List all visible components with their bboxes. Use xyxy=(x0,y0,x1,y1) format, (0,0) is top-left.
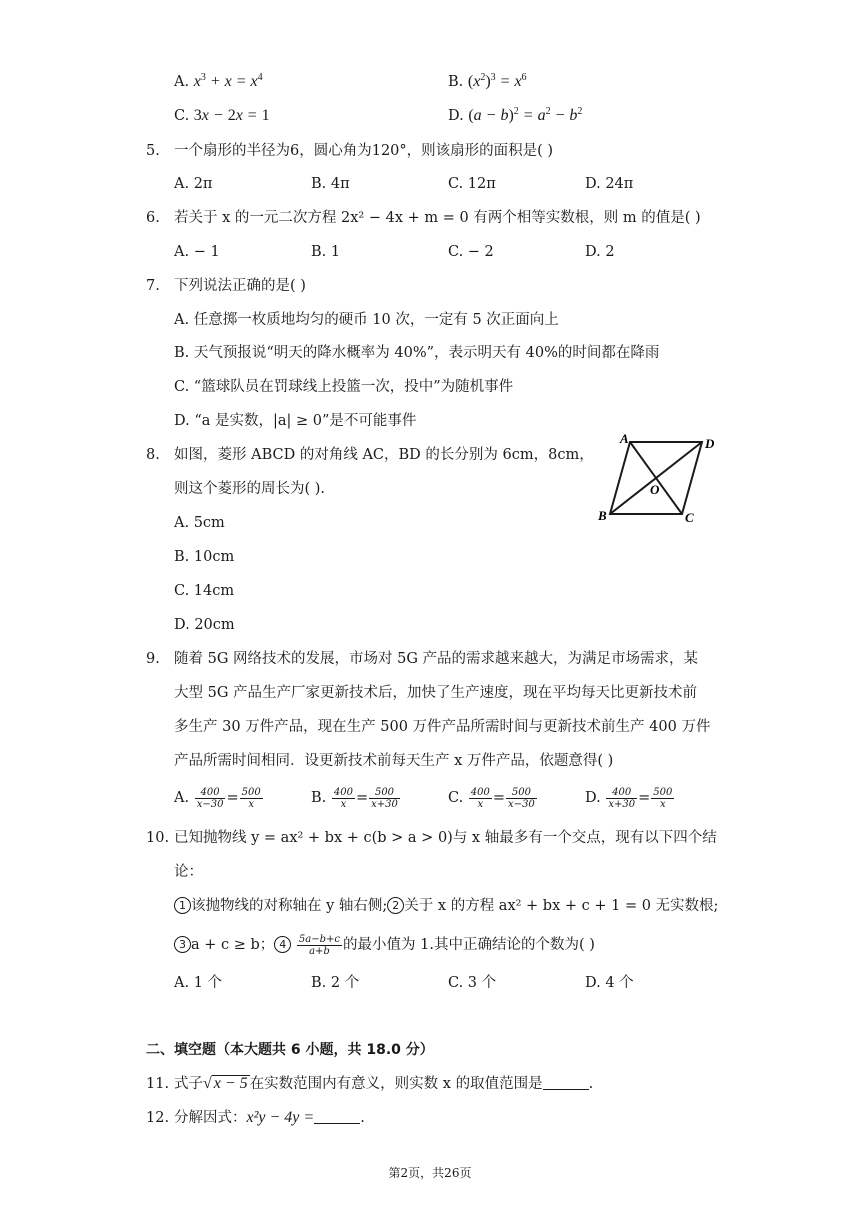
q5-option-a: A. 2π xyxy=(174,176,213,192)
q6-number: 6. xyxy=(146,210,160,226)
q7-option-a: A. 任意掷一枚质地均匀的硬币 10 次，一定有 5 次正面向上 xyxy=(174,312,559,328)
q12-text: 分解因式：x²y − 4y = . xyxy=(174,1109,365,1126)
q9-option-d: D. $\frac{400}{x+30}$ = $\frac{500}{x}$ xyxy=(585,786,673,810)
center-o-label: O xyxy=(650,482,660,497)
q9-option-c: C. $\frac{400}{x}$ = $\frac{500}{x-30}$ xyxy=(448,786,535,810)
q10-number: 10. xyxy=(146,830,170,846)
conclusion-2-mark: 2 xyxy=(387,897,404,914)
q11-answer-blank[interactable] xyxy=(543,1075,589,1090)
vertex-c-label: C xyxy=(685,510,694,525)
q6-option-a: A. − 1 xyxy=(174,244,220,260)
q4-option-d: D. $(a - b)^2 = a^2 - b^2$ xyxy=(448,106,583,124)
q11-number: 11. xyxy=(146,1076,170,1092)
q9-option-b: B. $\frac{400}{x}$ = $\frac{500}{x+30}$ xyxy=(311,786,398,810)
q4-option-c: C. 3x − 2x = 1 xyxy=(174,107,270,124)
q5-option-d: D. 24π xyxy=(585,176,634,192)
q5-option-b: B. 4π xyxy=(311,176,350,192)
q7-option-d: D. “a 是实数，|a| ≥ 0”是不可能事件 xyxy=(174,413,417,429)
conclusion-3: a + c ≥ b； xyxy=(191,937,275,953)
q9-number: 9. xyxy=(146,651,160,667)
conclusion-4-fraction: $\frac{5a-b+c}{a+b}$ xyxy=(298,933,340,957)
conclusion-1-mark: 1 xyxy=(174,897,191,914)
q10-option-d: D. 4 个 xyxy=(585,975,634,991)
diagonal-bd xyxy=(610,442,702,514)
q10-option-a: A. 1 个 xyxy=(174,975,223,991)
q9-text-line2: 大型 5G 产品生产厂家更新技术后，加快了生产速度，现在平均每天比更新技术前 xyxy=(174,685,698,701)
q6-text: 若关于 x 的一元二次方程 2x² − 4x + m = 0 有两个相等实数根，则 m 的值是( ) xyxy=(174,210,701,226)
q7-text: 下列说法正确的是( ) xyxy=(174,278,306,294)
q7-number: 7. xyxy=(146,278,160,294)
q7-option-c: C. “篮球队员在罚球线上投篮一次，投中”为随机事件 xyxy=(174,379,514,395)
conclusion-4-mark: 4 xyxy=(274,936,291,953)
q8-text-line2: 则这个菱形的周长为( ). xyxy=(174,481,326,497)
section-2-title: 二、填空题（本大题共 6 小题，共 18.0 分） xyxy=(146,1042,434,1058)
q6-option-c: C. − 2 xyxy=(448,244,494,260)
rhombus-figure xyxy=(590,432,730,532)
q6-option-d: D. 2 xyxy=(585,244,615,260)
q8-option-c: C. 14cm xyxy=(174,583,235,599)
q8-number: 8. xyxy=(146,447,160,463)
q4-option-b: B. $(x^2)^3 = x^6$ xyxy=(448,72,527,90)
q12-answer-blank[interactable] xyxy=(314,1109,360,1124)
q9-text-line3: 多生产 30 万件产品，现在生产 500 万件产品所需时间与更新技术前生产 400 万件 xyxy=(174,719,711,735)
q10-option-c: C. 3 个 xyxy=(448,975,497,991)
page-footer: 第2页，共26页 xyxy=(388,1166,472,1180)
conclusion-1: 该抛物线的对称轴在 y 轴右侧; xyxy=(191,898,388,914)
q10-option-b: B. 2 个 xyxy=(311,975,360,991)
q5-text: 一个扇形的半径为6，圆心角为120°，则该扇形的面积是( ) xyxy=(174,143,554,159)
q8-option-a: A. 5cm xyxy=(174,515,225,531)
q9-text-line4: 产品所需时间相同．设更新技术前每天生产 x 万件产品，依题意得( ) xyxy=(174,753,614,769)
vertex-b-label: B xyxy=(598,508,607,523)
q5-option-c: C. 12π xyxy=(448,176,496,192)
q8-text-line1: 如图，菱形 ABCD 的对角线 AC，BD 的长分别为 6cm，8cm， xyxy=(174,447,594,463)
q4-option-a: A. $x^3 + x = x^4$ xyxy=(174,72,263,90)
vertex-d-label: D xyxy=(705,436,715,451)
q10-text-line2: 论： xyxy=(174,864,203,880)
q10-text-line1: 已知抛物线 y = ax² + bx + c(b > a > 0)与 x 轴最多有一个交点，现有以下四个结 xyxy=(174,830,717,846)
q11-text: 式子√ x − 5 在实数范围内有意义，则实数 x 的取值范围是 . xyxy=(174,1075,594,1092)
q12-number: 12. xyxy=(146,1110,170,1126)
q8-option-b: B. 10cm xyxy=(174,549,235,565)
q7-option-b: B. 天气预报说“明天的降水概率为 40%”，表示明天有 40%的时间都在降雨 xyxy=(174,345,660,361)
vertex-a-label: A xyxy=(620,432,629,446)
q9-text-line1: 随着 5G 网络技术的发展，市场对 5G 产品的需求越来越大，为满足市场需求，某 xyxy=(174,651,699,667)
q9-option-a: A. $\frac{400}{x-30}$ = $\frac{500}{x}$ xyxy=(174,786,261,810)
conclusion-2: 关于 x 的方程 ax² + bx + c + 1 = 0 无实数根; xyxy=(404,898,719,914)
q10-conclusions-line1 xyxy=(174,896,718,916)
conclusion-4-tail: 的最小值为 1.其中正确结论的个数为( ) xyxy=(343,937,595,953)
q5-number: 5. xyxy=(146,143,160,159)
q10-conclusions-line2 xyxy=(174,932,595,958)
q8-option-d: D. 20cm xyxy=(174,617,235,633)
conclusion-3-mark: 3 xyxy=(174,936,191,953)
q6-option-b: B. 1 xyxy=(311,244,341,260)
